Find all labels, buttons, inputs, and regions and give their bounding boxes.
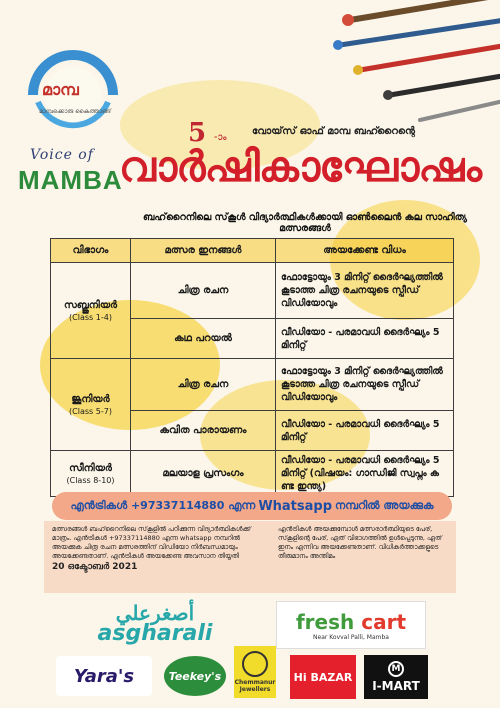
table-row xyxy=(51,359,454,411)
imart-logo-icon: M xyxy=(388,661,404,677)
freshcart-name-a: fresh xyxy=(295,609,355,634)
category-cell xyxy=(51,451,131,497)
requirement-cell: വീഡിയോ - പരമാവധി ദൈർഘ്യം 5 മിനിറ്റ് xyxy=(276,411,454,451)
item-cell: കഥ പറയൽ xyxy=(131,319,276,359)
freshcart-name-b: cart xyxy=(361,609,407,634)
paintbrushes-icon xyxy=(330,0,500,140)
category-class: (Class 5-7) xyxy=(69,406,112,416)
category-name: സബ്ജൂനിയർ xyxy=(63,299,118,311)
chemmanur-name: Chemmanur Jewellers xyxy=(234,679,276,693)
info-rules-text: മത്സരങ്ങൾ ബഹ്‌റൈനിലെ സ്‌കൂളിൽ പഠിക്കുന്ന വിദ്യാർത്ഥികൾക്ക് മാത്രം. എൻട്രികൾ +97337114880 എന്ന whatsapp നമ്പറിൽ അയക്കുക ചിത്ര രചന മത്സരത്തിന് വിഡിയോ നിർബന്ധമായും അയക്കേണ്ടതാണ്. എൻട്രികൾ അയക്കേണ്ട അവസാന തിയ്യതി xyxy=(52,525,251,560)
table-header-row xyxy=(51,239,454,263)
category-name: സീനിയർ xyxy=(69,462,112,474)
column-header-category: വിഭാഗം xyxy=(51,239,131,263)
anniversary-suffix: -ാം xyxy=(214,132,227,143)
sponsor-imart xyxy=(364,655,428,699)
whatsapp-banner xyxy=(52,492,452,520)
anniversary-number: 5 xyxy=(188,118,207,148)
requirement-cell: വീഡിയോ - പരമാവധി ദൈർഘ്യം 5 മിനിറ്റ് xyxy=(276,319,454,359)
page-subtitle: ബഹ്‌റൈനിലെ സ്‌കൂൾ വിദ്യാർത്ഥികൾക്കായി ഓൺലൈൻ കല സാഹിത്യ മത്സരങ്ങൾ xyxy=(143,212,467,234)
sponsor-teekeys: Teekey's xyxy=(164,656,226,696)
category-name: ജൂനിയർ xyxy=(71,393,110,405)
whatsapp-suffix: നമ്പറിൽ അയക്കുക xyxy=(335,499,434,512)
sponsor-hibazar: Hi BAZAR xyxy=(290,655,356,699)
voice-of-label: Voice of xyxy=(30,147,94,163)
item-cell: കവിത പാരായണം xyxy=(131,411,276,451)
presenter-text: വോയ്‌സ് ഓഫ് മാമ്പ ബഹ്റൈന്റെ xyxy=(252,126,415,137)
mamba-label: MAMBA xyxy=(18,165,123,195)
column-header-item: മത്സര ഇനങ്ങൾ xyxy=(131,239,276,263)
page-title: വാർഷികാഘോഷം xyxy=(119,142,481,191)
imart-name: I-MART xyxy=(372,679,420,693)
table-row xyxy=(51,263,454,319)
sponsor-asgharali xyxy=(70,598,240,648)
asgharali-arabic: أصغرعلي xyxy=(115,600,195,625)
requirement-cell: വീഡിയോ - പരമാവധി ദൈർഘ്യം 5 മിനിറ്റ് (വിഷയം: ഗാന്ധിജി സ്വപ്നം ക ണ്ട ഇന്ത്യ) xyxy=(276,451,454,497)
competition-table xyxy=(50,238,454,491)
item-cell: മലയാള പ്രസംഗം xyxy=(131,451,276,497)
chemmanur-logo-icon xyxy=(242,651,268,677)
logo-text: മാമ്പ xyxy=(42,80,79,99)
sponsor-freshcart xyxy=(276,601,426,649)
column-header-requirement: അയക്കേണ്ട വിധം xyxy=(276,239,454,263)
category-class: (Class 1-4) xyxy=(69,312,112,322)
item-cell: ചിത്ര രചന xyxy=(131,263,276,319)
info-rules xyxy=(52,525,262,572)
freshcart-location: Near Kovval Palli, Mamba xyxy=(313,633,389,641)
asgharali-name: asgharali xyxy=(97,620,213,646)
category-cell xyxy=(51,263,131,359)
category-cell xyxy=(51,359,131,451)
sponsor-chemmanur xyxy=(234,646,276,698)
category-class: (Class 8-10) xyxy=(66,475,115,485)
table-row xyxy=(51,451,454,497)
deadline-date: 20 ഒക്ടോബർ 2021 xyxy=(52,562,138,572)
whatsapp-word: Whatsapp xyxy=(258,498,333,514)
requirement-cell: ഫോട്ടോയും 3 മിനിറ്റ് ദൈർഘ്യത്തിൽ കൂടാത്ത ചിത്ര രചനയുടെ സ്പീഡ് വിഡിയോവും xyxy=(276,359,454,411)
logo-tagline: മാമ്പക്കൊരു കൈത്താങ്ങ് xyxy=(39,108,111,115)
item-cell: ചിത്ര രചന xyxy=(131,359,276,411)
info-instructions: എൻട്രികൾ അയക്കുമ്പോൾ മത്സരാർത്ഥിയുടെ പേര്, സ്‌കൂളിന്റെ പേര്, ഏത് വിഭാഗത്തിൽ ഉൾപ്പെടുന്നു, ഏത് ഇനം എന്നിവ അയക്കേണ്ടതാണ്. വിധികർത്താക്കളുടെ തീരുമാനം അന്തിമം xyxy=(278,525,442,560)
sponsor-yaras: Yara's xyxy=(56,656,152,696)
requirement-cell: ഫോട്ടോയും 3 മിനിറ്റ് ദൈർഘ്യത്തിൽ കൂടാത്ത ചിത്ര രചനയുടെ സ്പീഡ് വിഡിയോവും xyxy=(276,263,454,319)
whatsapp-prefix: എൻട്രികൾ +97337114880 എന്ന xyxy=(70,499,256,512)
